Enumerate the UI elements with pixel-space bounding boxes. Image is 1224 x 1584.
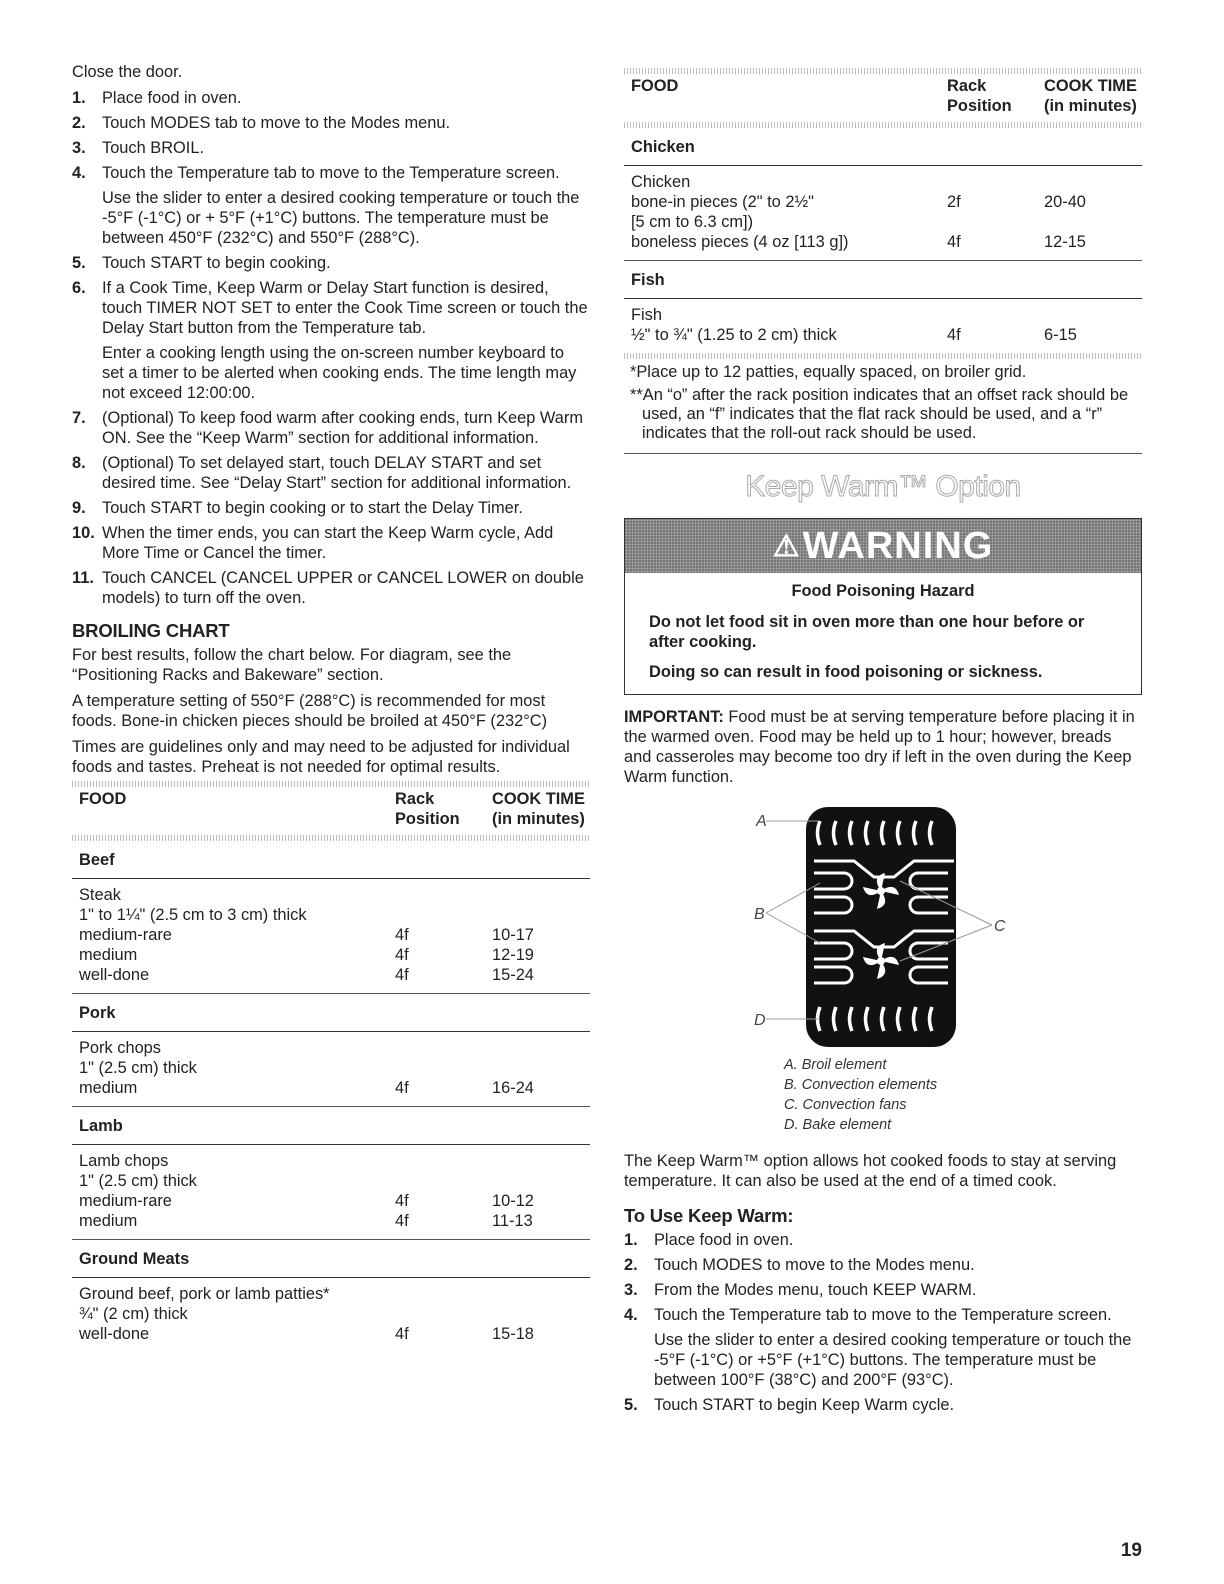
step-item (72, 568, 590, 608)
caption-b: B. Convection elements (784, 1077, 938, 1093)
category-items (72, 879, 590, 994)
important-paragraph (624, 707, 1142, 787)
step-number: 1. (624, 1231, 638, 1249)
table-row (631, 192, 1142, 212)
cell-food: medium-rare (79, 1192, 172, 1210)
cell-food: medium-rare (79, 926, 172, 944)
cell-food: well-done (79, 966, 150, 984)
footnote-patties: *Place up to 12 patties, equally spaced, on broiler grid. (630, 363, 1027, 381)
table-row (631, 232, 1142, 252)
step-text: Touch BROIL. (102, 139, 205, 157)
table-row (79, 1058, 590, 1078)
cell-rack: 4f (395, 1325, 409, 1343)
cell-time (492, 1151, 590, 1171)
category-row: Fish (624, 261, 1142, 299)
broiling-chart-right (624, 70, 1142, 359)
cell-food: bone-in pieces (2" to 2½" (631, 193, 814, 211)
cell-time: 11-13 (492, 1212, 533, 1230)
step-subtext: Use the slider to enter a desired cooking temperature or touch the -5°F (-1°C) or + 5°F (+1°C) buttons. The temperature must be between 450°F (232°C) and 550°F (288°C). (102, 189, 580, 247)
table-row (79, 1304, 590, 1324)
cell-rack: 4f (395, 1212, 409, 1230)
cell-food: [5 cm to 6.3 cm]) (631, 213, 754, 231)
step-text: (Optional) To set delayed start, touch DELAY START and set desired time. See “Delay Start” section for additional information. (102, 454, 572, 492)
keep-warm-heading: To Use Keep Warm: (624, 1205, 794, 1226)
step-number: 5. (72, 254, 86, 272)
step-item (624, 1230, 1142, 1250)
warning-label: WARNING (802, 524, 994, 567)
step-text: When the timer ends, you can start the Keep Warm cycle, Add More Time or Cancel the timer. (102, 524, 554, 562)
cell-food: Ground beef, pork or lamb patties* (79, 1285, 330, 1303)
table-row (79, 905, 590, 925)
cell-rack (947, 212, 1044, 232)
header-food: FOOD (79, 790, 127, 808)
cell-time: 12-15 (1044, 233, 1086, 251)
step-item (624, 1305, 1142, 1325)
keep-warm-title: Keep Warm™ Option (745, 470, 1021, 503)
cell-food: medium (79, 1212, 138, 1230)
table-row (79, 965, 590, 985)
cell-food: ¾" (2 cm) thick (79, 1305, 188, 1323)
cell-time (492, 885, 590, 905)
step-number: 7. (72, 409, 86, 427)
step-item (72, 408, 590, 448)
page-number: 19 (1120, 1540, 1142, 1561)
cell-rack (947, 305, 1044, 325)
caption-c: C. Convection fans (784, 1097, 907, 1113)
step-number: 9. (72, 499, 86, 517)
cell-rack: 4f (395, 1192, 409, 1210)
step-text: Touch START to begin cooking. (102, 254, 331, 272)
step-item (72, 113, 590, 133)
warning-line-1: Do not let food sit in oven more than one hour before or after cooking. (649, 613, 1085, 651)
footnote-rack: **An “o” after the rack position indicates that an offset rack should be used, an “f” indicates that the flat rack should be used, and a “r” indicates that the roll-out rack should be used. (630, 386, 1129, 442)
cell-rack (395, 1304, 492, 1324)
step-subtext: Enter a cooking length using the on-screen number keyboard to set a timer to be alerted when cooking ends. The time length may not exceed 12:00:00. (102, 344, 577, 402)
step-number: 3. (72, 139, 86, 157)
cell-time (492, 905, 590, 925)
cell-rack (395, 1038, 492, 1058)
step-text: Touch the Temperature tab to move to the Temperature screen. (654, 1306, 1112, 1324)
keep-warm-paragraph: The Keep Warm™ option allows hot cooked foods to stay at serving temperature. It can also be used at the end of a timed cook. (624, 1152, 1117, 1190)
table-row (79, 1284, 590, 1304)
header-food: FOOD (631, 77, 679, 95)
important-label: IMPORTANT: (624, 708, 724, 726)
label-b: B (754, 906, 765, 923)
cell-rack: 2f (947, 193, 961, 211)
step-number: 8. (72, 454, 86, 472)
cell-rack: 4f (395, 946, 409, 964)
caption-d: D. Bake element (784, 1117, 892, 1133)
category-row: Pork (72, 994, 590, 1032)
cell-food: Pork chops (79, 1039, 161, 1057)
step-text: Touch START to begin Keep Warm cycle. (654, 1396, 955, 1414)
cell-rack: 4f (947, 233, 961, 251)
header-rack: Rack Position (947, 77, 1012, 115)
chart-paragraph-1: For best results, follow the chart below. For diagram, see the “Positioning Racks and Bakeware” section. (72, 646, 512, 684)
warning-body (625, 573, 1141, 694)
table-row (631, 305, 1142, 325)
table-row (79, 1078, 590, 1098)
label-d: D (754, 1012, 766, 1029)
cell-food: medium (79, 1079, 138, 1097)
label-c: C (994, 918, 1006, 935)
step-item (72, 138, 590, 158)
step-text: Place food in oven. (102, 89, 242, 107)
table-row (79, 1038, 590, 1058)
cell-rack (947, 172, 1044, 192)
table-row (631, 172, 1142, 192)
header-time: COOK TIME (in minutes) (492, 790, 585, 828)
step-item (72, 498, 590, 518)
table-row (79, 945, 590, 965)
cell-time (492, 1284, 590, 1304)
table-row (79, 1211, 590, 1231)
step-item (72, 163, 590, 183)
category-items (624, 166, 1142, 261)
category-items (72, 1145, 590, 1240)
step-text: Touch CANCEL (CANCEL UPPER or CANCEL LOWER on double models) to turn off the oven. (102, 569, 584, 607)
cell-rack (395, 885, 492, 905)
cell-rack (395, 905, 492, 925)
left-column (72, 62, 590, 1352)
cell-time: 10-17 (492, 926, 534, 944)
cell-time (492, 1038, 590, 1058)
step-number: 10. (72, 524, 95, 542)
diagram-captions (784, 1055, 1142, 1135)
step-number: 5. (624, 1396, 638, 1414)
cell-rack: 4f (395, 926, 409, 944)
caption-a: A. Broil element (784, 1057, 887, 1073)
cell-food: 1" (2.5 cm) thick (79, 1059, 197, 1077)
cell-rack: 4f (395, 1079, 409, 1097)
dotted-rule (624, 353, 1142, 359)
keep-warm-steps-list (624, 1230, 1142, 1415)
cell-time (492, 1171, 590, 1191)
intro-text: Close the door. (72, 63, 183, 81)
cell-time (1044, 305, 1142, 325)
step-text: From the Modes menu, touch KEEP WARM. (654, 1281, 977, 1299)
cell-rack: 4f (947, 326, 961, 344)
step-item (72, 523, 590, 563)
step-number: 11. (72, 569, 94, 587)
cell-rack (395, 1171, 492, 1191)
cell-time (1044, 212, 1142, 232)
table-row (79, 1324, 590, 1344)
step-number: 3. (624, 1281, 638, 1299)
cell-food: well-done (79, 1325, 150, 1343)
chart-header (72, 783, 590, 837)
label-a: A (756, 813, 767, 830)
step-subtext: Use the slider to enter a desired cooking temperature or touch the -5°F (-1°C) or +5°F (+1°C) buttons. The temperature must be between 100°F (38°C) and 200°F (93°C). (654, 1331, 1132, 1389)
important-text: Food must be at serving temperature before placing it in the warmed oven. Food may be held up to 1 hour; however, breads and casseroles may become too dry if left in the oven during the Keep Warm function. (624, 708, 1135, 786)
cell-food: 1" to 1¼" (2.5 cm to 3 cm) thick (79, 906, 307, 924)
header-time: COOK TIME (in minutes) (1044, 77, 1137, 115)
cell-food: medium (79, 946, 138, 964)
table-row (79, 1171, 590, 1191)
category-items (624, 299, 1142, 353)
category-row: Chicken (624, 128, 1142, 166)
table-row (79, 925, 590, 945)
broiling-chart-left (72, 783, 590, 1352)
cell-rack (395, 1284, 492, 1304)
table-row (79, 1191, 590, 1211)
cell-rack (395, 1058, 492, 1078)
table-row (631, 325, 1142, 345)
broil-steps-list (72, 88, 590, 608)
oven-element-diagram (624, 801, 1142, 1055)
step-text: Touch MODES tab to move to the Modes menu. (102, 114, 451, 132)
cell-time (492, 1058, 590, 1078)
warning-hazard: Food Poisoning Hazard (791, 582, 975, 600)
section-divider (624, 453, 1142, 454)
step-text: Touch START to begin cooking or to start the Delay Timer. (102, 499, 523, 517)
oven-diagram-svg (624, 801, 1142, 1055)
table-row (79, 1151, 590, 1171)
step-item (72, 278, 590, 338)
cell-food: 1" (2.5 cm) thick (79, 1172, 197, 1190)
step-item (72, 88, 590, 108)
step-number: 4. (624, 1306, 638, 1324)
chart-body (72, 841, 590, 1352)
step-text: If a Cook Time, Keep Warm or Delay Start function is desired, touch TIMER NOT SET to enter the Cook Time screen or touch the Delay Start button from the Temperature tab. (102, 279, 588, 337)
warning-box (624, 518, 1142, 695)
cell-food: boneless pieces (4 oz [113 g]) (631, 233, 849, 251)
chart-paragraph-2: A temperature setting of 550°F (288°C) is recommended for most foods. Bone-in chicken pieces should be broiled at 450°F (232°C) (72, 692, 548, 730)
step-text: Place food in oven. (654, 1231, 794, 1249)
category-row: Ground Meats (72, 1240, 590, 1278)
step-item (624, 1395, 1142, 1415)
step-number: 2. (624, 1256, 638, 1274)
chart-header (624, 70, 1142, 124)
category-items (72, 1278, 590, 1352)
cell-time: 16-24 (492, 1079, 534, 1097)
step-number: 6. (72, 279, 86, 297)
cell-time (1044, 172, 1142, 192)
cell-rack (395, 1151, 492, 1171)
header-rack: Rack Position (395, 790, 460, 828)
cell-food: Steak (79, 886, 121, 904)
warning-line-2: Doing so can result in food poisoning or sickness. (649, 663, 1043, 681)
cell-time (492, 1304, 590, 1324)
step-number: 2. (72, 114, 86, 132)
table-row (631, 212, 1142, 232)
step-number: 4. (72, 164, 86, 182)
cell-time: 15-24 (492, 966, 534, 984)
cell-food: Chicken (631, 173, 691, 191)
right-column (624, 62, 1142, 1420)
category-items (72, 1032, 590, 1107)
cell-time: 20-40 (1044, 193, 1086, 211)
cell-food: ½" to ¾" (1.25 to 2 cm) thick (631, 326, 837, 344)
step-item (624, 1255, 1142, 1275)
step-text: Touch the Temperature tab to move to the Temperature screen. (102, 164, 560, 182)
cell-food: Fish (631, 306, 662, 324)
chart-body (624, 128, 1142, 353)
step-item (72, 453, 590, 493)
step-text: Touch MODES to move to the Modes menu. (654, 1256, 975, 1274)
cell-rack: 4f (395, 966, 409, 984)
cell-time: 12-19 (492, 946, 534, 964)
step-item (624, 1280, 1142, 1300)
warning-banner (625, 519, 1141, 573)
cell-time: 15-18 (492, 1325, 534, 1343)
broiling-chart-heading: BROILING CHART (72, 620, 230, 641)
chart-paragraph-3: Times are guidelines only and may need to be adjusted for individual foods and tastes. Preheat is not needed for optimal results. (72, 738, 570, 776)
warning-triangle-icon: ⚠ (772, 529, 801, 563)
table-row (79, 885, 590, 905)
step-item (72, 253, 590, 273)
cell-time: 10-12 (492, 1192, 534, 1210)
step-text: (Optional) To keep food warm after cooking ends, turn Keep Warm ON. See the “Keep Warm” section for additional information. (102, 409, 584, 447)
cell-time: 6-15 (1044, 326, 1077, 344)
cell-food: Lamb chops (79, 1152, 169, 1170)
category-row: Lamb (72, 1107, 590, 1145)
step-number: 1. (72, 89, 86, 107)
category-row: Beef (72, 841, 590, 879)
